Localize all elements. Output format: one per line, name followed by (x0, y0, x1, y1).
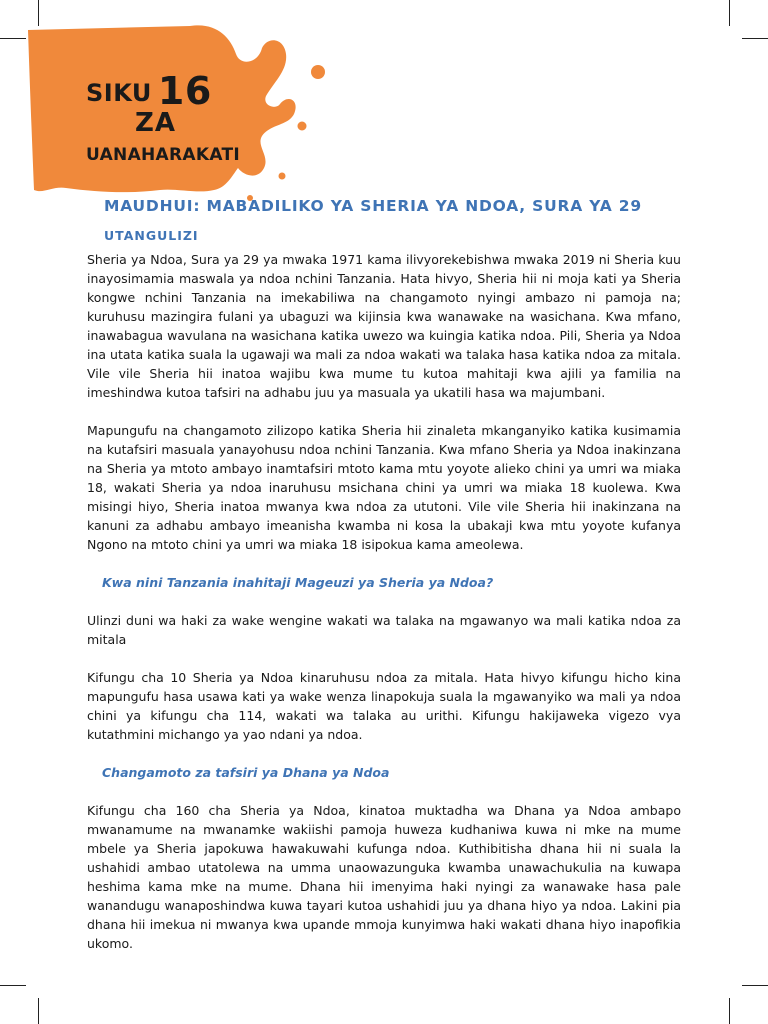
subheading-marriage-presumption: Changamoto za tafsiri ya Dhana ya Ndoa (102, 765, 390, 780)
section-label: UTANGULIZI (104, 228, 199, 243)
paragraph-section-10: Kifungu cha 10 Sheria ya Ndoa kinaruhusu ndoa za mitala. Hata hivyo kifungu hicho kina mapungufu hasa usawa kati ya wake wenza linapokuja suala la mgawanyiko wa mali ya ndoa chini ya kifungu cha 114, wakati wa talaka au urithi. Kifungu hakijaweka vigezo vya kutathmini michango ya yao ndani ya ndoa. (87, 670, 681, 742)
logo-uanaharakati: UANAHARAKATI (86, 145, 240, 165)
paragraph-gaps: Mapungufu na changamoto zilizopo katika Sheria hii zinaleta mkanganyiko katika kusimamia na kutafsiri masuala yanayohusu ndoa nchini Tanzania. Kwa mfano Sheria ya Ndoa inakinzana na Sheria ya mtoto ambayo inamtafsiri mtoto kama mtu yoyote alieko chini ya umri wa miaka 18, wakati Sheria ya ndoa inaruhusu msichana chini ya umri wa miaka 18 kuolewa. Kwa misingi hiyo, Sheria inatoa mwanya kwa ndoa za ututoni. Vile vile Sheria hii inakinzana na kanuni za adhabu ambayo imeanisha kwamba ni kosa la ubakaji kwa mtu yoyote kufanya Ngono na mtoto chini ya umri wa miaka 18 isipokua kama ameolewa. (87, 423, 681, 552)
logo-number: 16 (157, 69, 212, 113)
crop-mark-bottom-left (38, 998, 39, 1024)
crop-mark-bottom-left-h (0, 985, 26, 986)
crop-mark-top-right (729, 0, 730, 26)
paragraph-intro: Sheria ya Ndoa, Sura ya 29 ya mwaka 1971 kama ilivyorekebishwa mwaka 2019 ni Sheria kuu inayosimamia maswala ya ndoa nchini Tanzania. Hata hivyo, Sheria hii ni moja kati ya Sheria kongwe nchini Tanzania na imekabiliwa na changamoto nyingi ambazo ni pamoja na; kuruhusu mazingira fulani ya ubaguzi wa kijinsia kwa wanawake na wasichana. Kwa mfano, inawabagua wavulana na wasichana katika uwezo wa kuingia katika ndoa. Pili, Sheria ya Ndoa ina utata katika suala la ugawaji wa mali za ndoa wakati wa talaka hasa katika ndoa za mitala. Vile vile Sheria hii inatoa wajibu kwa mume tu kutoa mahitaji kwa ajili ya familia na imeshindwa kutoa tafsiri na adhabu juu ya masuala ya ukatili hasa wa majumbani. (87, 252, 681, 400)
crop-mark-bottom-right (729, 998, 730, 1024)
paragraph-section-160: Kifungu cha 160 cha Sheria ya Ndoa, kinatoa muktadha wa Dhana ya Ndoa ambapo mwanamume na mwanamke wakiishi pamoja huweza kudhaniwa kuwa ni mke na mume mbele ya Sheria japokuwa hawakuwahi kufunga ndoa. Kuthibitisha dhana hii ni suala la ushahidi ambao utatolewa na umma unaowazunguka kwamba unawachukulia na kuwapa heshima kama mke na mume. Dhana hii imenyima haki nyingi za wanawake hasa pale wanandugu wanaposhindwa kuwa tayari kutoa ushahidi juu ya dhana hiyo ya ndoa. Lakini pia dhana hii imekua ni mwanya kwa upande mmoja kunyimwa haki wakati dhana hiyo inapofikia ukomo. (87, 803, 681, 951)
document-body (87, 250, 681, 972)
crop-mark-top-right-h (742, 38, 768, 39)
crop-mark-bottom-right-h (742, 985, 768, 986)
logo-siku: SIKU 16 (86, 69, 212, 113)
page-title: MAUDHUI: MABADILIKO YA SHERIA YA NDOA, SURA YA 29 (104, 197, 642, 215)
logo-za: ZA (135, 108, 176, 138)
paragraph-protection: Ulinzi duni wa haki za wake wengine wakati wa talaka na mgawanyo wa mali katika ndoa za mitala (87, 613, 681, 647)
subheading-why-reform: Kwa nini Tanzania inahitaji Mageuzi ya Sheria ya Ndoa? (102, 575, 494, 590)
